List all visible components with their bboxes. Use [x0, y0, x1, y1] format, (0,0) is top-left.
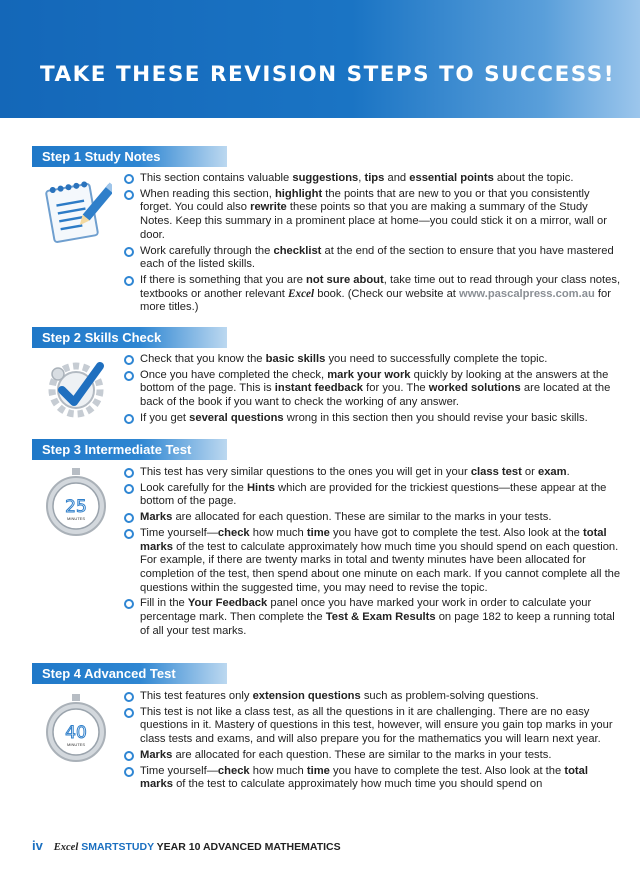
step-1-bullets	[124, 172, 622, 317]
bullet-item: Work carefully through the checklist at the end of the section to ensure that you have mastered each of the listed skills.	[124, 245, 622, 272]
bullet-item: This test features only extension questions such as problem-solving questions.	[124, 690, 622, 704]
bullet-item: Check that you know the basic skills you need to successfully complete the topic.	[124, 353, 622, 367]
footer-smartstudy: SMARTSTUDY	[81, 841, 154, 853]
bullet-item: Time yourself—check how much time you have to complete the test. Also look at the total marks of the test to calculate approximately how much time you should spend on	[124, 765, 622, 792]
clock-number-40: 40	[65, 723, 87, 743]
clock-unit: MINUTES	[67, 516, 85, 521]
step-4-header: Step 4 Advanced Test	[32, 663, 227, 684]
step-1-header: Step 1 Study Notes	[32, 146, 227, 167]
bullet-item: This test is not like a class test, as all the questions in it are challenging. There are no easy questions in it. Mastery of questions in this test, however, will ensure you gain top marks in your class tests and exams, and will also prepare you for the mathematics you will learn next year.	[124, 706, 622, 747]
clock-unit: MINUTES	[67, 742, 85, 747]
stopwatch-icon	[40, 692, 112, 764]
checkmark-gear-icon	[40, 352, 112, 424]
bullet-item: Look carefully for the Hints which are provided for the trickiest questions—these appear at the bottom of the page.	[124, 482, 622, 509]
clock-number-25: 25	[65, 497, 87, 517]
bullet-item: This section contains valuable suggestions, tips and essential points about the topic.	[124, 172, 622, 186]
step-3-bullets	[124, 466, 622, 640]
step-4-bullets	[124, 690, 622, 794]
stopwatch-icon	[40, 466, 112, 538]
page-footer	[32, 838, 341, 853]
bullet-item: Once you have completed the check, mark your work quickly by looking at the answers at the bottom of the page. This is instant feedback for you. The worked solutions are located at the back of the book if you want to check the working of any answer.	[124, 369, 622, 410]
step-2-bullets	[124, 353, 622, 428]
bullet-item: Marks are allocated for each question. These are similar to the marks in your tests.	[124, 511, 622, 525]
notepad-pencil-icon	[40, 175, 112, 247]
bullet-item: Fill in the Your Feedback panel once you have marked your work in order to calculate your percentage mark. Then complete the Test & Exam Results on page 182 to keep a running total of all your test marks.	[124, 597, 622, 638]
page-title: TAKE THESE REVISION STEPS TO SUCCESS!	[40, 62, 616, 87]
page-number: iv	[32, 838, 43, 853]
step-2-header: Step 2 Skills Check	[32, 327, 227, 348]
bullet-item: Marks are allocated for each question. These are similar to the marks in your tests.	[124, 749, 622, 763]
bullet-item: If you get several questions wrong in this section then you should revise your basic skills.	[124, 412, 622, 426]
step-3-header: Step 3 Intermediate Test	[32, 439, 227, 460]
bullet-item: This test has very similar questions to the ones you will get in your class test or exam.	[124, 466, 622, 480]
bullet-item: When reading this section, highlight the points that are new to you or that you consistently forget. You could also rewrite these points so that you are making a summary of the Study Notes. Keep this summary in a prominent place at home—you could stick it on a mirror, wall or door.	[124, 188, 622, 243]
bullet-item: Time yourself—check how much time you have got to complete the test. Also look at the total marks of the test to calculate approximately how much time you should spend on each question. For example, if there are twenty marks in total and twenty minutes have been allocated for completion of the test, then spend about one minute on each mark. If you cannot complete all the questions within the suggested time, you may need to revise the topic.	[124, 527, 622, 596]
footer-book-title: YEAR 10 ADVANCED MATHEMATICS	[156, 841, 341, 853]
title-banner	[0, 0, 640, 118]
bullet-item: If there is something that you are not sure about, take time out to read through your class notes, textbooks or another relevant Excel book. (Check our website at www.pascalpress.com.au for more titles.)	[124, 274, 622, 315]
footer-excel-brand: Excel	[53, 842, 79, 853]
